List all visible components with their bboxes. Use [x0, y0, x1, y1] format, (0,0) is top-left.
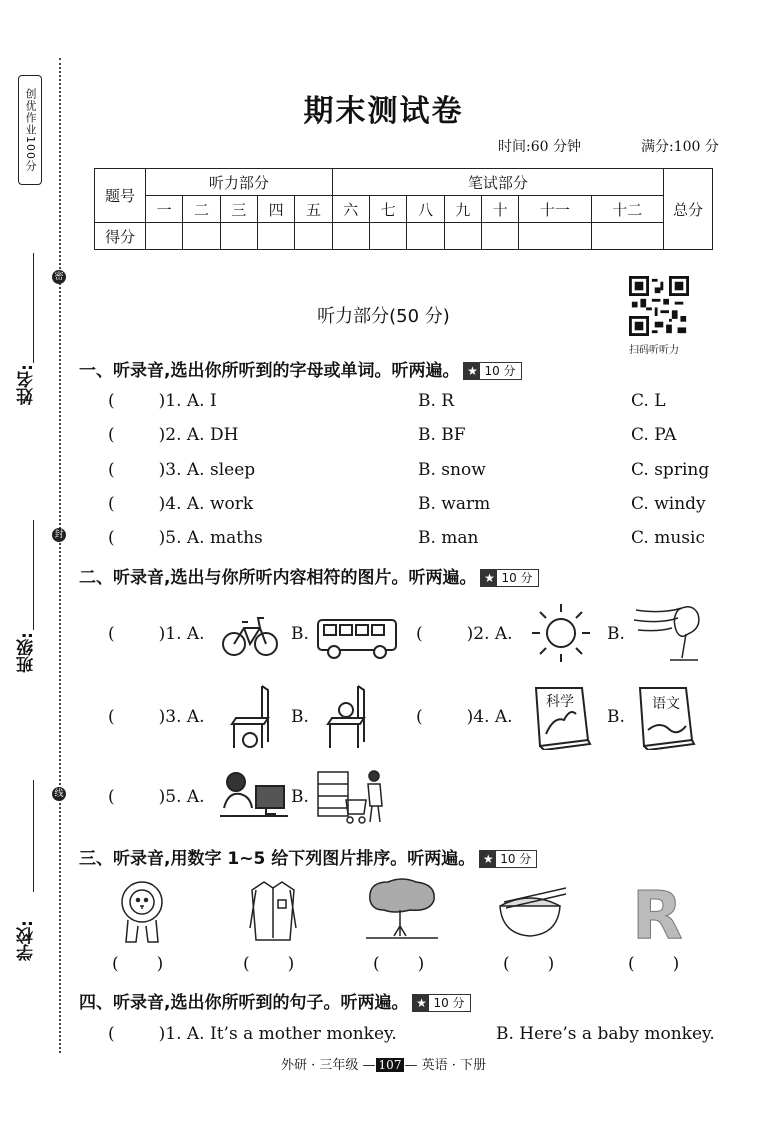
letter-r-glyph: R [632, 880, 683, 944]
num-cell: 四 [257, 196, 294, 223]
seal-badge-mi: 密 [52, 270, 66, 284]
paren-close: ) [417, 954, 425, 974]
paren-open: ( [503, 954, 510, 974]
paren-open: ( [416, 707, 423, 727]
score-badge [412, 994, 470, 1012]
school-field[interactable] [33, 780, 34, 892]
star-icon: ★ [413, 995, 429, 1011]
option-b: B. [291, 707, 309, 727]
score-input[interactable] [295, 223, 332, 250]
num-cell: 一 [146, 196, 183, 223]
score-text: 10 分 [433, 996, 465, 1010]
paren-close: ) [158, 707, 166, 727]
defen-cell: 得分 [95, 223, 146, 250]
option-a: 5. A. [165, 787, 205, 807]
bicycle-icon [222, 610, 278, 660]
list-item [416, 624, 513, 644]
paren-open: ( [108, 528, 115, 548]
option-a: 1. A. I [165, 391, 217, 411]
section3-title-text: 三、听录音,用数字 1~5 给下列图片排序。听两遍。 [79, 849, 476, 869]
option-b: B. warm [418, 494, 491, 514]
option-b: B. Here’s a baby monkey. [496, 1024, 715, 1044]
paren-close: ) [547, 954, 555, 974]
time-info: 时间:60 分钟 [498, 139, 581, 155]
class-field[interactable] [33, 520, 34, 630]
rice-bowl-icon [494, 880, 568, 940]
list-item [108, 707, 205, 727]
bus-icon [316, 614, 398, 660]
score-text: 10 分 [501, 571, 533, 585]
list-item [108, 624, 205, 644]
option-c: C. PA [631, 425, 677, 445]
paren-close: ) [158, 787, 166, 807]
name-label: 姓名: [17, 364, 37, 405]
page-number: 107 [376, 1058, 405, 1072]
list-item [108, 1024, 397, 1044]
list-item [108, 494, 253, 514]
paren-open: ( [416, 624, 423, 644]
book-science-label: 科学 [546, 694, 574, 710]
order-blank-2[interactable] [243, 954, 294, 974]
sun-icon [530, 602, 592, 664]
shopping-icon [316, 768, 390, 826]
option-b: B. BF [418, 425, 466, 445]
tihao-cell: 题号 [95, 169, 146, 223]
paren-close: ) [158, 624, 166, 644]
section4-title [79, 988, 471, 1013]
option-a: 1. A. [165, 624, 205, 644]
book-chinese-label: 语文 [652, 696, 680, 712]
order-blank-4[interactable] [503, 954, 554, 974]
option-b: B. [607, 707, 625, 727]
option-c: C. music [631, 528, 705, 548]
num-cell: 六 [332, 196, 369, 223]
option-b: B. snow [418, 460, 486, 480]
score-input[interactable] [519, 223, 591, 250]
score-text: 10 分 [500, 852, 532, 866]
option-c: C. windy [631, 494, 706, 514]
paren-open: ( [108, 460, 115, 480]
option-a: 2. A. [473, 624, 513, 644]
brand-text: 创优作业100分 [24, 88, 37, 172]
order-blank-3[interactable] [373, 954, 424, 974]
section1-title-text: 一、听录音,选出你所听到的字母或单词。听两遍。 [79, 361, 460, 381]
page-footer: 外研 · 三年级 — 107 — 英语 · 下册 [281, 1058, 486, 1073]
section3-title [79, 844, 537, 869]
score-input[interactable] [146, 223, 183, 250]
listening-title: 听力部分(50 分) [317, 306, 450, 327]
score-table [94, 168, 713, 250]
paren-open: ( [628, 954, 635, 974]
paren-close: ) [158, 460, 166, 480]
score-text: 10 分 [484, 364, 516, 378]
order-blank-5[interactable] [628, 954, 679, 974]
section4-title-text: 四、听录音,选出你所听到的句子。听两遍。 [79, 993, 409, 1013]
option-a: 4. A. work [165, 494, 254, 514]
school-label: 学校: [17, 920, 37, 961]
num-cell: 九 [444, 196, 481, 223]
option-c: C. L [631, 391, 666, 411]
list-item [108, 391, 217, 411]
score-input[interactable] [183, 223, 220, 250]
paren-close: ) [158, 1024, 166, 1044]
paren-close: ) [156, 954, 164, 974]
score-badge [479, 850, 537, 868]
option-a: 5. A. maths [165, 528, 263, 548]
paren-open: ( [108, 391, 115, 411]
page-title: 期末测试卷 [303, 94, 464, 129]
paren-open: ( [243, 954, 250, 974]
paren-open: ( [108, 494, 115, 514]
shirt-icon [246, 878, 300, 944]
paren-close: ) [158, 528, 166, 548]
written-header: 笔试部分 [332, 169, 663, 196]
list-item [108, 460, 255, 480]
footer-right: 英语 · 下册 [421, 1058, 486, 1073]
letter-r-icon [628, 880, 690, 944]
tree-icon [364, 876, 440, 944]
score-input[interactable] [591, 223, 663, 250]
option-b: B. man [418, 528, 479, 548]
option-a: 4. A. [473, 707, 513, 727]
paren-close: ) [158, 391, 166, 411]
option-a: 2. A. DH [165, 425, 239, 445]
windy-tree-icon [632, 600, 702, 666]
score-input[interactable] [220, 223, 257, 250]
score-badge [463, 362, 521, 380]
option-b: B. R [418, 391, 455, 411]
num-cell: 十 [481, 196, 518, 223]
order-blank-1[interactable] [112, 954, 163, 974]
score-input[interactable] [257, 223, 294, 250]
paren-close: ) [158, 494, 166, 514]
footer-left: 外研 · 三年级 [281, 1058, 359, 1073]
list-item [108, 528, 263, 548]
full-score-info: 满分:100 分 [641, 139, 719, 155]
science-book-icon [530, 684, 592, 750]
num-cell: 二 [183, 196, 220, 223]
class-label: 班级: [17, 632, 37, 673]
seal-badge-feng: 封 [52, 528, 66, 542]
list-item [108, 425, 238, 445]
paren-open: ( [108, 425, 115, 445]
score-input[interactable] [369, 223, 406, 250]
section2-title [79, 563, 539, 588]
paren-open: ( [373, 954, 380, 974]
paren-open: ( [112, 954, 119, 974]
num-cell: 八 [407, 196, 444, 223]
section1-title [79, 356, 522, 381]
list-item [416, 707, 513, 727]
paren-open: ( [108, 624, 115, 644]
chinese-book-icon [634, 684, 696, 750]
score-input[interactable] [481, 223, 518, 250]
num-cell: 三 [220, 196, 257, 223]
num-cell: 十二 [591, 196, 663, 223]
option-c: C. spring [631, 460, 710, 480]
section2-title-text: 二、听录音,选出与你所听内容相符的图片。听两遍。 [79, 568, 477, 588]
score-badge [480, 569, 538, 587]
paren-open: ( [108, 707, 115, 727]
option-b: B. [291, 624, 309, 644]
seal-badge-xian: 线 [52, 787, 66, 801]
paren-open: ( [108, 1024, 115, 1044]
option-b: B. [291, 787, 309, 807]
option-a: 1. A. It’s a mother monkey. [165, 1024, 397, 1044]
paren-close: ) [466, 624, 474, 644]
listening-header: 听力部分 [146, 169, 333, 196]
paren-close: ) [287, 954, 295, 974]
option-b: B. [607, 624, 625, 644]
binding-dotted-line [59, 58, 61, 1053]
chair-with-ball-on-icon [324, 682, 378, 752]
chair-with-ball-under-icon [228, 682, 282, 752]
star-icon: ★ [480, 851, 496, 867]
num-cell: 十一 [519, 196, 591, 223]
paren-close: ) [158, 425, 166, 445]
score-input[interactable] [332, 223, 369, 250]
num-cell: 七 [369, 196, 406, 223]
list-item [108, 787, 205, 807]
lion-icon [114, 878, 170, 946]
paren-close: ) [466, 707, 474, 727]
qr-label: 扫码听听力 [629, 345, 679, 356]
woman-computer-icon [218, 768, 290, 826]
option-a: 3. A. sleep [165, 460, 256, 480]
option-a: 3. A. [165, 707, 205, 727]
score-input[interactable] [444, 223, 481, 250]
star-icon: ★ [481, 570, 497, 586]
num-cell: 五 [295, 196, 332, 223]
paren-open: ( [108, 787, 115, 807]
star-icon: ★ [464, 363, 480, 379]
score-input[interactable] [407, 223, 444, 250]
paren-close: ) [672, 954, 680, 974]
total-cell: 总分 [664, 169, 713, 250]
